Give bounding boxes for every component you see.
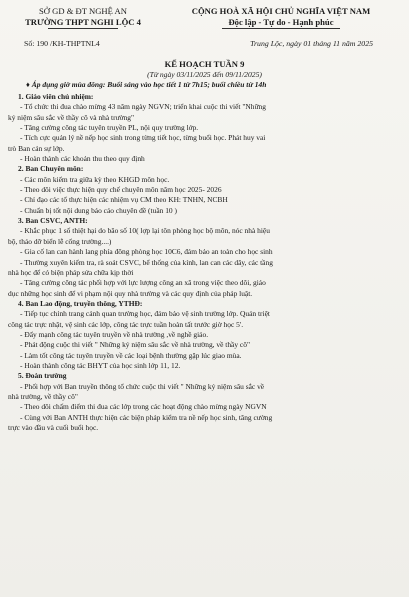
- section-heading: 4. Ban Lao động, truyền thông, YTHĐ:: [18, 298, 143, 308]
- body-line: - Hoàn thành các khoản thu theo quy định: [20, 154, 145, 164]
- body-line: - Tăng cường công tác tuyên truyền PL, nội quy trường lớp.: [20, 123, 199, 133]
- number-date-row: [8, 39, 401, 48]
- section-heading: 5. Đoàn trường: [18, 371, 67, 381]
- document-subtitle: (Từ ngày 03/11/2025 đến 09/11/2025): [147, 70, 262, 79]
- body-line: - Chuẩn bị tốt nội dung báo cáo chuyên đề (tuần 10 ): [20, 205, 177, 215]
- body-line: - Tăng cường công tác phối hợp với lực lượng công an xã trong việc theo dõi, giáo: [20, 278, 266, 288]
- body-line: - Khắc phục 1 số thiệt hại do bão số 10( lợp lại tôn phòng học bộ môn, nóc nhà hiệu: [20, 226, 270, 236]
- document-number: Số: 190 /KH-THPTNL4: [24, 39, 100, 48]
- place-date: Trung Lộc, ngày 01 tháng 11 năm 2025: [250, 39, 373, 48]
- body-line: - Tích cực quản lý nề nếp học sinh trong từng tiết học, từng buổi học. Phát huy vai: [20, 133, 266, 143]
- school-name: TRƯỜNG THPT NGHI LỘC 4: [25, 16, 141, 27]
- winter-schedule-note: ♦ Áp dụng giờ mùa đông: Buổi sáng vào học tiết 1 từ 7h15; buổi chiều từ 14h: [26, 80, 267, 89]
- document-body: [8, 92, 401, 433]
- body-line: - Gia cố lan can hành lang phía đông phòng học 10C6, đảm bảo an toàn cho học sinh: [20, 247, 273, 257]
- body-line: - Tiếp tục chỉnh trang cảnh quan trường học, đảm bảo vệ sinh trường lớp. Quản triệt: [20, 309, 270, 319]
- body-line: nhà học để có biện pháp sửa chữa kịp thời: [8, 267, 134, 277]
- section-heading: 1. Giáo viên chủ nhiệm:: [18, 92, 94, 101]
- body-line: - Hoàn thành công tác BHYT của học sinh lớp 11, 12.: [20, 360, 181, 370]
- body-line: - Theo dõi chấm điểm thi đua các lớp trong các hoạt động chào mừng ngày NGVN: [20, 402, 267, 412]
- body-line: kỷ niệm sâu sắc về thầy cô và nhà trường": [8, 112, 135, 122]
- section-heading: 2. Ban Chuyên môn:: [18, 164, 84, 174]
- body-line: - Đẩy mạnh công tác tuyên truyền về nhà trường ,về nghề giáo.: [20, 329, 209, 339]
- body-line: - Tổ chức thi đua chào mừng 43 năm ngày NGVN; triển khai cuộc thi viết "Những: [20, 102, 266, 112]
- body-line: - Theo dõi việc thực hiện quy chế chuyên môn năm học 2025- 2026: [20, 185, 222, 195]
- body-line: - Làm tốt công tác tuyên truyền về các loại bệnh thường gặp lúc giao mùa.: [20, 350, 242, 360]
- body-line: nhà trường, về thầy cô": [8, 391, 78, 401]
- document-title: KẾ HOẠCH TUẦN 9: [164, 59, 245, 69]
- body-line: - Cùng với Ban ANTH thực hiện các biện pháp kiểm tra nề nếp học sinh, tăng cường: [20, 412, 273, 422]
- body-line: - Chỉ đạo các tổ thực hiện các nhiệm vụ CM theo KH: TNHN, NCBH: [20, 195, 228, 205]
- nation-block: [161, 6, 401, 29]
- body-line: trực vào đầu và cuối buổi học.: [8, 423, 99, 432]
- body-line: công tác trực nhật, vệ sinh các lớp, công tác trực tuần hoàn tất trước giờ học 5'.: [8, 319, 244, 329]
- body-line: - Các môn kiểm tra giữa kỳ theo KHGD môn học.: [20, 174, 170, 184]
- body-line: dục những học sinh để vi phạm nội quy nhà trường và các quy định của pháp luật.: [8, 288, 253, 298]
- nation-name: CỘNG HOÀ XÃ HỘI CHỦ NGHĨA VIỆT NAM: [191, 6, 371, 16]
- body-line: - Phát động cuộc thi viết " Những kỷ niệm sâu sắc về nhà trường, về thầy cô": [20, 340, 250, 350]
- body-line: bộ, thảo dỡ biển lễ cổng trường....): [8, 236, 112, 246]
- department-name: SỞ GD & ĐT NGHỆ AN: [39, 6, 127, 16]
- body-line: trò Ban cán sự lớp.: [8, 143, 65, 153]
- document-header: [8, 6, 401, 29]
- body-line: - Phối hợp với Ban truyền thông tổ chức cuộc thi viết " Những kỷ niệm sâu sắc về: [20, 381, 265, 391]
- section-heading: 3. Ban CSVC, ANTH:: [18, 216, 88, 226]
- motto-underline: [222, 28, 340, 29]
- issuer-block: [8, 6, 158, 29]
- body-line: - Thường xuyên kiểm tra, rà soát CSVC, bể thống của kính, lan can các dây, các tầng: [20, 257, 273, 267]
- issuer-underline: [48, 28, 118, 29]
- motto: Độc lập - Tự do - Hạnh phúc: [228, 16, 334, 27]
